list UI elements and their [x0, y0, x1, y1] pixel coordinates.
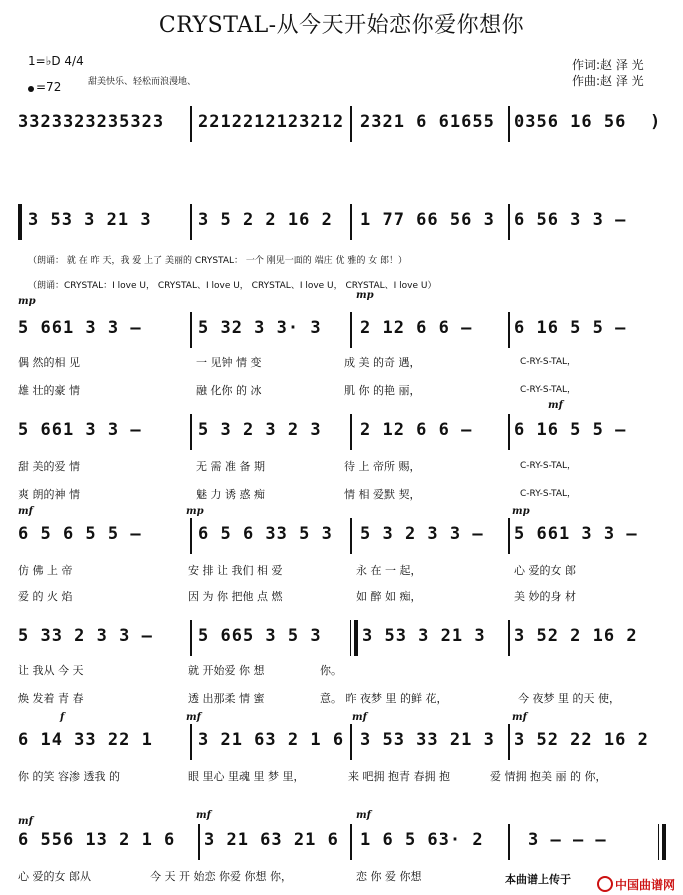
tempo-value: =72	[36, 80, 62, 94]
measure: 3 52 2 16 2	[514, 626, 638, 646]
logo-circle-icon	[597, 876, 613, 892]
barline	[508, 312, 510, 348]
final-barline	[662, 824, 666, 860]
lyric: 仿 佛 上 帝	[18, 564, 73, 577]
measure: 6 5 6 33 5 3	[198, 524, 333, 544]
barline	[198, 824, 200, 860]
measure: 3 21 63 2 1 6	[198, 730, 345, 750]
measure: 5 3 2 3 3 –	[360, 524, 484, 544]
lyric: C-RY-S-TAL，	[520, 489, 576, 499]
measure: 5 661 3 3 –	[18, 318, 142, 338]
measure: 6 5 6 5 5 –	[18, 524, 142, 544]
barline	[350, 312, 352, 348]
barline	[350, 518, 352, 554]
measure: 5 665 3 5 3	[198, 626, 322, 646]
measure: 6 14 33 22 1	[18, 730, 153, 750]
staff-row	[18, 626, 664, 660]
barline	[350, 724, 352, 760]
measure: 3 5 2 2 16 2	[198, 210, 333, 230]
lyric: 永 在 一 起，	[356, 564, 422, 577]
lyric: C-RY-S-TAL，	[520, 385, 576, 395]
staff-row	[18, 830, 664, 864]
measure: 5 661 3 3 –	[18, 420, 142, 440]
lyric: 待 上 帝所 赐，	[344, 460, 421, 473]
lyric: 无 需 准 备 期	[196, 460, 265, 473]
lyric: 美 妙的身 材	[514, 590, 576, 603]
lyric: 爽 朗的神 情	[18, 488, 80, 501]
dynamic-mf: mf	[18, 506, 33, 517]
measure: 3 53 33 21 3	[360, 730, 495, 750]
lyric: 来 吧拥 抱青 春拥 抱	[348, 770, 450, 783]
staff-row	[18, 318, 664, 352]
lyric: 肌 你 的艳 丽，	[344, 384, 421, 397]
lyric: 融 化你 的 冰	[196, 384, 262, 397]
barline	[190, 620, 192, 656]
lyric: 如 醉 如 痴，	[356, 590, 422, 603]
measure: 1 6 5 63· 2	[360, 830, 484, 850]
dynamic-mp: mp	[18, 296, 36, 307]
lyric: 魅 力 诱 惑 痴	[196, 488, 265, 501]
final-barline	[658, 824, 659, 860]
lyric: 爱 情拥 抱美 丽 的 你，	[490, 770, 607, 783]
lyric: 情 相 爱默 契，	[344, 488, 421, 501]
measure: 6 556 13 2 1 6	[18, 830, 176, 850]
lyric: 因 为 你 把他 点 燃	[188, 590, 283, 603]
dynamic-mf: mf	[512, 712, 527, 723]
dynamic-mf: mf	[18, 816, 33, 827]
measure: 3 53 3 21 3	[28, 210, 152, 230]
tempo-marking	[28, 80, 61, 94]
staff-row	[18, 112, 664, 146]
lyric: 你 的笑 容渗 透我 的	[18, 770, 120, 783]
measure: 3 – – –	[528, 830, 607, 850]
measure: 1 77 66 56 3	[360, 210, 495, 230]
barline	[190, 414, 192, 450]
barline	[350, 106, 352, 142]
lyric: 成 美 的奇 遇，	[344, 356, 421, 369]
repeat-barline	[18, 204, 22, 240]
lyric: 心 爱的女 郎从	[18, 870, 91, 883]
dynamic-mf: mf	[352, 712, 367, 723]
lyric: 透 出那柔 情 蜜	[188, 692, 265, 705]
staff-row	[18, 730, 664, 764]
barline	[508, 620, 510, 656]
lyric: 恋 你 爱 你想	[356, 870, 422, 883]
lyric: 让 我从 今 天	[18, 664, 84, 677]
measure: 3 53 3 21 3	[362, 626, 486, 646]
barline	[350, 414, 352, 450]
dynamic-mf: mf	[548, 400, 563, 411]
lyric: 安 排 让 我们 相 爱	[188, 564, 283, 577]
upload-note: 本曲谱上传于	[505, 873, 571, 886]
measure: 2212212123212	[198, 112, 345, 132]
lyric: 焕 发着 青 春	[18, 692, 84, 705]
dynamic-mp: mp	[356, 290, 374, 301]
repeat-barline	[354, 620, 358, 656]
phrase-bracket: )	[650, 112, 662, 132]
barline	[508, 106, 510, 142]
page-title: CRYSTAL-从今天开始恋你爱你想你	[158, 13, 525, 38]
site-logo[interactable]	[597, 876, 675, 893]
dynamic-mf: mf	[356, 810, 371, 821]
measure: 5 33 2 3 3 –	[18, 626, 153, 646]
measure: 2 12 6 6 –	[360, 420, 473, 440]
lyric: 爱 的 火 焰	[18, 590, 73, 603]
lyric: 今 天 开 始恋 你爱 你想 你，	[150, 870, 292, 883]
barline	[508, 518, 510, 554]
measure: 6 16 5 5 –	[514, 318, 627, 338]
barline	[508, 724, 510, 760]
lyric: 偶 然的相 见	[18, 356, 80, 369]
lyric: C-RY-S-TAL，	[520, 461, 576, 471]
barline	[508, 204, 510, 240]
lyric: 雄 壮的豪 情	[18, 384, 80, 397]
measure: 5 661 3 3 –	[514, 524, 638, 544]
lyric: 一 见钟 情 变	[196, 356, 262, 369]
lyric: 意。 昨 夜梦 里 的鲜 花，	[320, 692, 448, 705]
dynamic-mf: mf	[186, 712, 201, 723]
narration-line: （朗诵： 就 在 昨 天，我 爱 上了 美丽的 CRYSTAL： 一个 刚见一面的 端庄 优 雅的 女 郎！）	[28, 256, 408, 266]
measure: 0356 16 56	[514, 112, 627, 132]
lyric: 眼 里心 里魂 里 梦 里，	[188, 770, 305, 783]
barline	[190, 106, 192, 142]
quarter-note-icon	[28, 86, 34, 92]
barline	[508, 414, 510, 450]
measure: 2321 6 61655	[360, 112, 495, 132]
dynamic-f: f	[60, 712, 65, 723]
measure: 3323323235323	[18, 112, 165, 132]
measure: 3 52 22 16 2	[514, 730, 649, 750]
barline	[190, 312, 192, 348]
lyric: 甜 美的爱 情	[18, 460, 80, 473]
measure: 6 16 5 5 –	[514, 420, 627, 440]
lyric: 你。	[320, 664, 342, 677]
barline	[350, 824, 352, 860]
staff-row	[18, 420, 664, 454]
narration-line: （朗诵：CRYSTAL：I love U， CRYSTAL、I love U， CRYSTAL、I love U， CRYSTAL、I love U）	[28, 281, 437, 291]
dynamic-mp: mp	[186, 506, 204, 517]
measure: 6 56 3 3 –	[514, 210, 627, 230]
lyricist-credit: 作词:赵 泽 光	[572, 58, 644, 72]
composer-credit: 作曲:赵 泽 光	[572, 74, 644, 88]
lyric: 今 夜梦 里 的天 使，	[518, 692, 620, 705]
barline	[350, 204, 352, 240]
barline	[350, 620, 351, 656]
dynamic-mp: mp	[512, 506, 530, 517]
barline	[190, 204, 192, 240]
measure: 5 3 2 3 2 3	[198, 420, 322, 440]
measure: 3 21 63 21 6	[204, 830, 339, 850]
barline	[190, 518, 192, 554]
barline	[190, 724, 192, 760]
measure: 2 12 6 6 –	[360, 318, 473, 338]
dynamic-mf: mf	[196, 810, 211, 821]
staff-row	[18, 210, 664, 244]
lyric: 心 爱的女 郎	[514, 564, 576, 577]
measure: 5 32 3 3· 3	[198, 318, 322, 338]
site-name: 中国曲谱网	[614, 878, 675, 892]
expression-marking: 甜美快乐、轻松而浪漫地、	[88, 77, 197, 87]
lyric: 就 开始爱 你 想	[188, 664, 265, 677]
lyric: C-RY-S-TAL，	[520, 357, 576, 367]
key-signature: 1=♭D 4/4	[28, 54, 84, 68]
staff-row	[18, 524, 664, 558]
barline	[508, 824, 510, 860]
